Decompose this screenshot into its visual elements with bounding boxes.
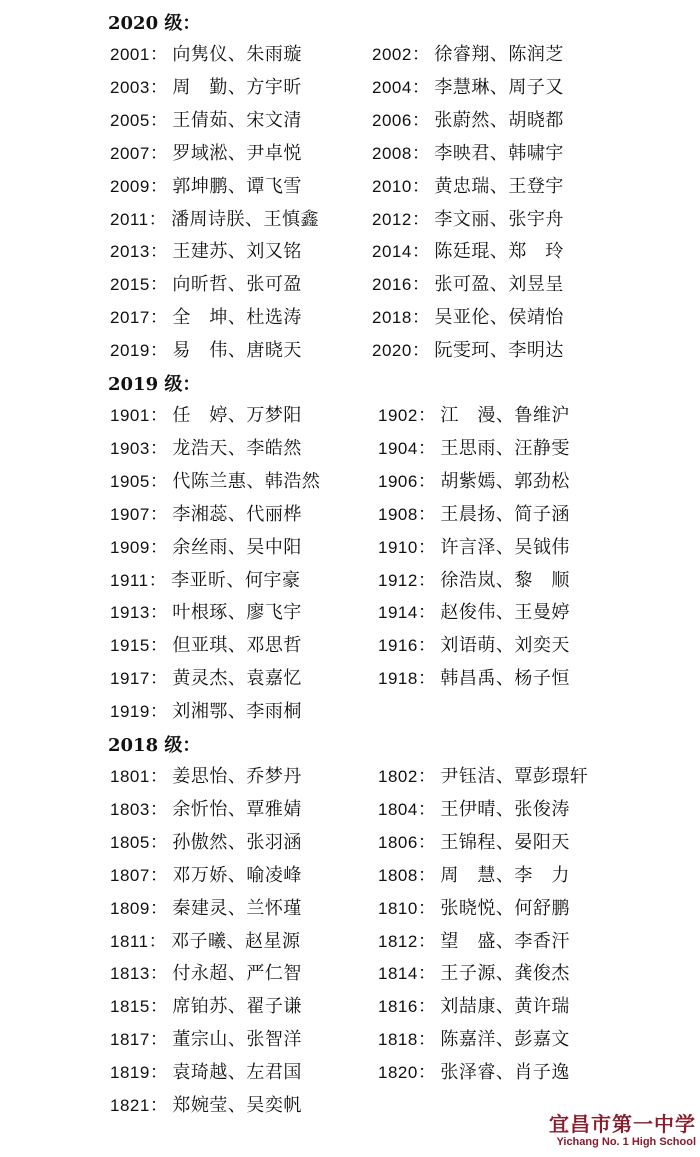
class-entry [110, 339, 302, 363]
class-entry [378, 995, 570, 1019]
code-separator: ： [149, 1029, 169, 1051]
student-names: 王子源、龚俊杰 [440, 963, 570, 985]
class-code: 1901 [110, 406, 150, 425]
class-code: 1917 [110, 669, 150, 689]
school-name-english: Yichang No. 1 High School [556, 1136, 696, 1148]
code-separator: ： [149, 405, 169, 426]
class-entry [378, 503, 570, 527]
class-code: 1804 [378, 799, 418, 819]
class-entry [110, 831, 302, 855]
code-separator: ： [149, 44, 169, 65]
code-separator: ： [417, 897, 437, 919]
class-entry [110, 536, 302, 560]
student-names: 陈廷琨、郑 玲 [434, 241, 564, 263]
code-separator: ： [149, 602, 169, 624]
code-separator: ： [148, 208, 168, 230]
class-entry [110, 470, 320, 494]
class-entry [372, 339, 564, 363]
class-code: 1914 [378, 603, 418, 623]
code-separator: ： [417, 798, 437, 820]
student-names: 赵俊伟、王曼婷 [440, 602, 570, 624]
class-entry [378, 569, 570, 593]
student-names: 刘喆康、黄许瑞 [440, 996, 570, 1018]
code-separator: ： [149, 766, 169, 787]
code-separator: ： [411, 307, 431, 329]
class-code: 1913 [110, 603, 150, 623]
class-entry [378, 930, 570, 954]
code-separator: ： [417, 963, 437, 985]
student-names: 王锦程、晏阳天 [440, 831, 570, 853]
code-separator: ： [149, 437, 169, 459]
student-names: 张泽睿、肖子逸 [440, 1062, 570, 1084]
code-separator: ： [149, 668, 169, 690]
student-names: 李湘蕊、代丽桦 [172, 503, 302, 525]
code-separator: ： [417, 635, 437, 657]
code-separator: ： [411, 76, 431, 98]
student-names: 王晨扬、简子涵 [440, 503, 570, 525]
class-code: 1819 [110, 1063, 150, 1083]
class-code: 2006 [372, 110, 412, 130]
code-separator: ： [417, 602, 437, 624]
class-code: 1905 [110, 471, 150, 491]
code-separator: ： [149, 175, 169, 197]
student-names: 李亚昕、何宇豪 [171, 569, 301, 591]
code-separator: ： [149, 274, 169, 296]
class-entry [378, 1028, 570, 1052]
code-separator: ： [417, 831, 437, 853]
class-code: 1907 [110, 504, 150, 524]
class-code: 1915 [110, 636, 150, 656]
code-separator: ： [149, 635, 169, 657]
class-code: 1912 [378, 570, 418, 590]
code-separator: ： [417, 405, 437, 426]
student-names: 望 盛、李香汗 [440, 930, 570, 952]
class-entry [372, 43, 564, 67]
class-entry [378, 765, 588, 789]
class-code: 1919 [110, 702, 150, 722]
class-code: 2002 [372, 45, 412, 64]
class-code: 1903 [110, 438, 150, 458]
class-code: 1817 [110, 1030, 150, 1050]
class-code: 1812 [378, 931, 418, 951]
student-names: 龙浩天、李皓然 [172, 437, 302, 459]
class-entry [372, 142, 564, 166]
class-code: 2004 [372, 77, 412, 97]
student-names: 向隽仪、朱雨璇 [172, 44, 302, 65]
class-code: 2019 [110, 341, 150, 361]
code-separator: ： [411, 142, 431, 164]
class-code: 1806 [378, 832, 418, 852]
class-entry [110, 437, 302, 461]
grade-heading: 2020 级： [108, 13, 201, 34]
code-separator: ： [411, 44, 431, 65]
student-names: 孙傲然、张羽涵 [172, 831, 302, 853]
student-names: 胡紫嫣、郭劲松 [440, 470, 570, 492]
class-entry [110, 930, 301, 954]
student-names: 张可盈、刘昱呈 [434, 274, 564, 296]
class-code: 1911 [110, 570, 149, 590]
class-code: 1918 [378, 669, 418, 689]
student-names: 任 婷、万梦阳 [172, 405, 302, 426]
class-code: 1813 [110, 964, 150, 984]
code-separator: ： [149, 503, 169, 525]
student-names: 但亚琪、邓思哲 [172, 635, 302, 657]
class-entry [372, 273, 564, 297]
code-separator: ： [411, 175, 431, 197]
code-separator: ： [148, 569, 168, 591]
student-names: 王伊晴、张俊涛 [440, 798, 570, 820]
class-code: 2014 [372, 242, 412, 262]
code-separator: ： [149, 701, 169, 723]
student-names: 李映君、韩啸宇 [434, 142, 564, 164]
class-code: 1803 [110, 799, 150, 819]
class-code: 1910 [378, 537, 418, 557]
class-code: 2016 [372, 275, 412, 295]
code-separator: ： [417, 668, 437, 690]
class-entry [372, 208, 564, 232]
student-names: 陈嘉洋、彭嘉文 [440, 1029, 570, 1051]
student-names: 郑婉莹、吴奕帆 [172, 1095, 302, 1116]
code-separator: ： [417, 470, 437, 492]
code-separator: ： [411, 241, 431, 263]
student-names: 全 坤、杜选涛 [172, 307, 302, 329]
class-code: 2011 [110, 209, 149, 229]
grade-heading: 2019 级： [108, 374, 201, 395]
student-names: 邓万娇、喻凌峰 [172, 864, 302, 886]
code-separator: ： [149, 1095, 169, 1116]
class-entry [378, 437, 570, 461]
class-entry [110, 503, 302, 527]
student-names: 郭坤鹏、谭飞雪 [172, 175, 302, 197]
class-entry [110, 273, 302, 297]
code-separator: ： [417, 1062, 437, 1084]
class-entry [110, 142, 302, 166]
class-code: 2020 [372, 341, 412, 361]
student-names: 李文丽、张宇舟 [434, 208, 564, 230]
class-code: 2008 [372, 143, 412, 163]
class-code: 1821 [110, 1096, 150, 1115]
class-entry [372, 109, 564, 133]
class-code: 2007 [110, 143, 150, 163]
class-code: 1908 [378, 504, 418, 524]
class-entry [378, 831, 570, 855]
class-entry [372, 306, 564, 330]
code-separator: ： [149, 307, 169, 329]
class-code: 2017 [110, 308, 150, 328]
code-separator: ： [149, 142, 169, 164]
student-names: 余丝雨、吴中阳 [172, 536, 302, 558]
student-names: 付永超、严仁智 [172, 963, 302, 985]
student-names: 叶根琢、廖飞宇 [172, 602, 302, 624]
class-entry [110, 601, 302, 625]
class-code: 1909 [110, 537, 150, 557]
student-names: 刘语萌、刘奕天 [440, 635, 570, 657]
student-names: 周 慧、李 力 [440, 864, 570, 886]
grade-heading: 2018 级： [108, 735, 201, 756]
code-separator: ： [417, 766, 437, 787]
student-names: 江 漫、鲁维沪 [440, 405, 570, 426]
student-names: 徐睿翔、陈润芝 [434, 44, 564, 65]
class-code: 1802 [378, 767, 418, 786]
code-separator: ： [149, 864, 169, 886]
class-code: 2003 [110, 77, 150, 97]
class-entry [378, 864, 570, 888]
class-code: 1811 [110, 931, 149, 951]
class-entry [372, 175, 564, 199]
class-entry [110, 897, 302, 921]
code-separator: ： [417, 930, 437, 952]
code-separator: ： [417, 864, 437, 886]
student-names: 秦建灵、兰怀瑾 [172, 897, 302, 919]
student-names: 姜思怡、乔梦丹 [172, 766, 302, 787]
class-entry [110, 1061, 302, 1085]
student-names: 周 勤、方宇昕 [172, 76, 302, 98]
class-entry [378, 1061, 570, 1085]
student-names: 潘周诗朕、王慎鑫 [171, 208, 320, 230]
class-entry [110, 864, 302, 888]
student-names: 向昕哲、张可盈 [172, 274, 302, 296]
student-names: 余忻怡、覃雅婧 [172, 798, 302, 820]
student-names: 代陈兰惠、韩浩然 [172, 470, 321, 492]
class-entry [110, 798, 302, 822]
class-code: 1810 [378, 898, 418, 918]
code-separator: ： [149, 798, 169, 820]
class-code: 2010 [372, 176, 412, 196]
class-code: 1820 [378, 1063, 418, 1083]
student-names: 王建苏、刘又铭 [172, 241, 302, 263]
student-names: 董宗山、张智洋 [172, 1029, 302, 1051]
class-entry [110, 306, 302, 330]
class-entry [110, 1094, 302, 1118]
student-names: 尹钰洁、覃彭璟轩 [440, 766, 589, 787]
class-entry [110, 667, 302, 691]
code-separator: ： [149, 963, 169, 985]
class-code: 2012 [372, 209, 412, 229]
student-names: 刘湘鄂、李雨桐 [172, 701, 302, 723]
class-entry [110, 240, 302, 264]
code-separator: ： [417, 569, 437, 591]
class-code: 2013 [110, 242, 150, 262]
student-names: 吴亚伦、侯靖怡 [434, 307, 564, 329]
class-entry [378, 667, 570, 691]
student-names: 黄灵杰、袁嘉忆 [172, 668, 302, 690]
class-entry [372, 240, 564, 264]
student-names: 韩昌禹、杨子恒 [440, 668, 570, 690]
student-names: 黄忠瑞、王登宇 [434, 175, 564, 197]
code-separator: ： [417, 536, 437, 558]
class-entry [378, 897, 570, 921]
student-names: 张蔚然、胡晓都 [434, 109, 564, 131]
class-code: 1808 [378, 865, 418, 885]
student-names: 邓子曦、赵星源 [171, 930, 301, 952]
class-entry [372, 76, 564, 100]
code-separator: ： [411, 340, 431, 362]
class-entry [110, 700, 302, 724]
class-code: 1906 [378, 471, 418, 491]
student-names: 罗域淞、尹卓悦 [172, 142, 302, 164]
class-code: 2001 [110, 45, 150, 64]
class-entry [110, 569, 301, 593]
student-names: 王倩茹、宋文清 [172, 109, 302, 131]
class-entry [110, 109, 302, 133]
code-separator: ： [417, 996, 437, 1018]
class-code: 1809 [110, 898, 150, 918]
class-entry [378, 601, 570, 625]
code-separator: ： [149, 340, 169, 362]
student-names: 王思雨、汪静雯 [440, 437, 570, 459]
class-entry [110, 404, 302, 428]
class-code: 1805 [110, 832, 150, 852]
class-code: 2018 [372, 308, 412, 328]
code-separator: ： [417, 1029, 437, 1051]
code-separator: ： [149, 109, 169, 131]
class-entry [378, 536, 570, 560]
student-names: 袁琦越、左君国 [172, 1062, 302, 1084]
class-code: 1815 [110, 997, 150, 1017]
code-separator: ： [149, 996, 169, 1018]
code-separator: ： [148, 930, 168, 952]
class-code: 1904 [378, 438, 418, 458]
code-separator: ： [149, 76, 169, 98]
code-separator: ： [149, 1062, 169, 1084]
class-code: 2005 [110, 110, 150, 130]
code-separator: ： [149, 536, 169, 558]
class-entry [110, 995, 302, 1019]
code-separator: ： [149, 831, 169, 853]
class-entry [378, 634, 570, 658]
class-code: 1902 [378, 406, 418, 425]
class-entry [378, 404, 570, 428]
class-code: 1807 [110, 865, 150, 885]
class-entry [110, 175, 302, 199]
class-entry [378, 470, 570, 494]
student-names: 徐浩岚、黎 顺 [440, 569, 570, 591]
class-code: 2009 [110, 176, 150, 196]
class-entry [110, 765, 302, 789]
school-logo-watermark [506, 1112, 696, 1149]
class-code: 1916 [378, 636, 418, 656]
student-names: 许言泽、吴钺伟 [440, 536, 570, 558]
student-names: 席铂苏、翟子谦 [172, 996, 302, 1018]
class-entry [378, 798, 570, 822]
class-entry [110, 43, 302, 67]
student-names: 李慧琳、周子又 [434, 76, 564, 98]
student-names: 易 伟、唐晓天 [172, 340, 302, 362]
class-code: 1801 [110, 767, 150, 786]
class-entry [110, 76, 302, 100]
code-separator: ： [417, 503, 437, 525]
class-code: 1816 [378, 997, 418, 1017]
code-separator: ： [411, 274, 431, 296]
class-entry [110, 1028, 302, 1052]
class-code: 2015 [110, 275, 150, 295]
code-separator: ： [411, 109, 431, 131]
student-names: 阮雯珂、李明达 [434, 340, 564, 362]
school-name-chinese: 宜昌市第一中学 [549, 1112, 696, 1136]
code-separator: ： [417, 437, 437, 459]
class-entry [110, 962, 302, 986]
code-separator: ： [149, 470, 169, 492]
class-code: 1814 [378, 964, 418, 984]
class-entry [110, 634, 302, 658]
student-names: 张晓悦、何舒鹏 [440, 897, 570, 919]
code-separator: ： [149, 241, 169, 263]
code-separator: ： [411, 208, 431, 230]
code-separator: ： [149, 897, 169, 919]
class-code: 1818 [378, 1030, 418, 1050]
class-entry [110, 208, 319, 232]
class-entry [378, 962, 570, 986]
